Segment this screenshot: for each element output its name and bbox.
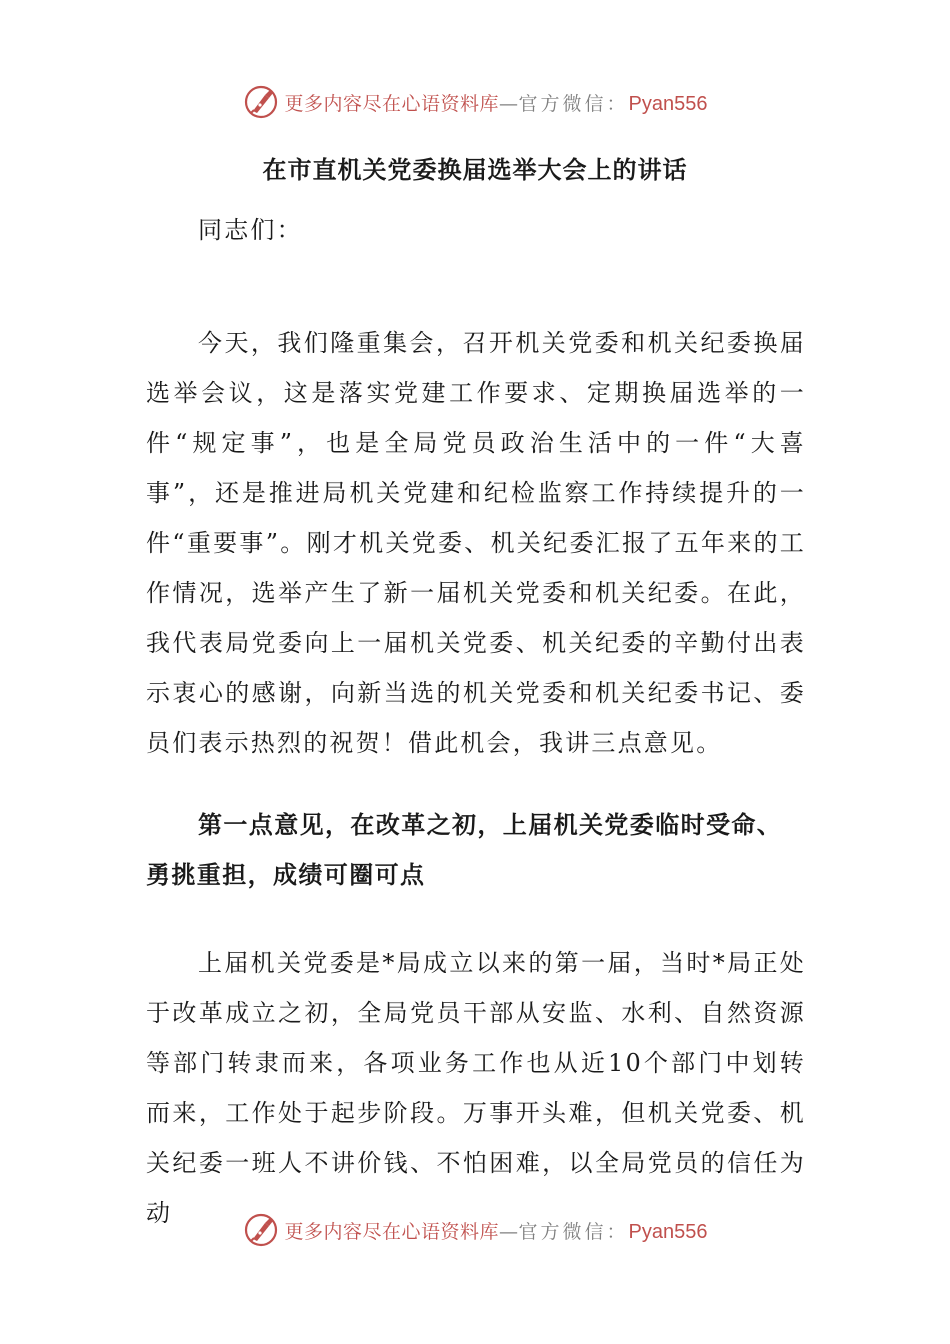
header-watermark [0,82,950,122]
pen-nib-circle-icon [243,1212,279,1248]
watermark-text [285,89,708,116]
watermark-official-label: 官方微信： [518,1220,629,1243]
watermark-brand: 更多内容尽在心语资料库 [284,92,500,115]
document-title: 在市直机关党委换届选举大会上的讲话 [262,156,688,184]
watermark-wechat-id: Pyan556 [628,92,708,115]
watermark-separator: — [499,1220,519,1243]
watermark-text [285,1217,708,1244]
watermark-brand: 更多内容尽在心语资料库 [284,1220,500,1243]
section-heading-1: 第一点意见，在改革之初，上届机关党委临时受命、勇挑重担，成绩可圈可点 [146,811,783,889]
pen-nib-circle-icon [243,84,279,120]
footer-watermark [0,1210,950,1250]
paragraph-intro: 今天，我们隆重集会，召开机关党委和机关纪委换届选举会议，这是落实党建工作要求、定期换届选举的一件“规定事”，也是全局党员政治生活中的一件“大喜事”，还是推进局机关党建和纪检监察工作持续提升的一件“重要事”。刚才机关党委、机关纪委汇报了五年来的工作情况，选举产生了新一届机关党委和机关纪委。在此，我代表局党委向上一届机关党委、机关纪委的辛勤付出表示衷心的感谢，向新当选的机关党委和机关纪委书记、委员们表示热烈的祝贺！借此机会，我讲三点意见。 [146,329,806,757]
watermark-wechat-id: Pyan556 [628,1220,708,1243]
watermark-separator: — [499,92,519,115]
greeting: 同志们： [198,216,303,244]
watermark-official-label: 官方微信： [518,92,629,115]
paragraph-section-1: 上届机关党委是*局成立以来的第一届，当时*局正处于改革成立之初，全局党员干部从安监、水利、自然资源等部门转隶而来，各项业务工作也从近10个部门中划转而来，工作处于起步阶段。万事开头难，但机关党委、机关纪委一班人不讲价钱、不怕困难，以全局党员的信任为动 [146,949,806,1227]
